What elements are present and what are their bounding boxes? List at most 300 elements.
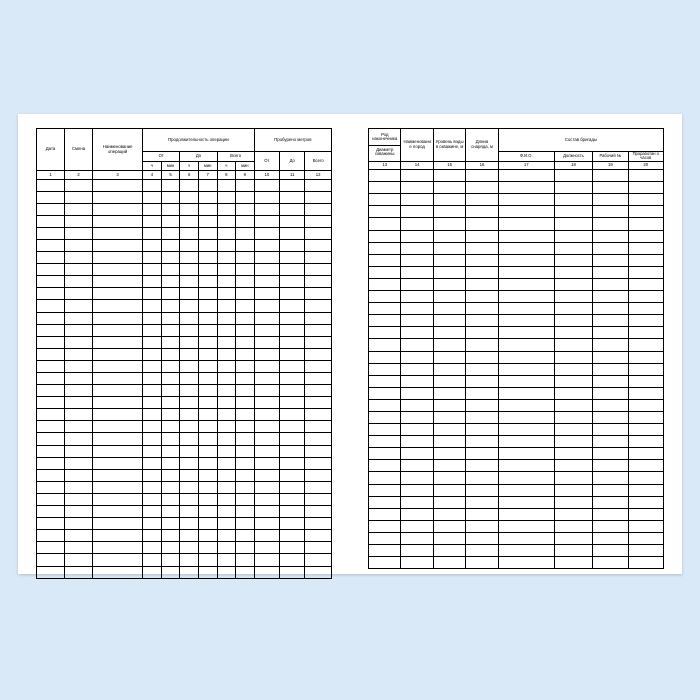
table-cell[interactable] — [433, 460, 465, 472]
table-cell[interactable] — [554, 266, 592, 278]
table-cell[interactable] — [369, 424, 401, 436]
table-cell[interactable] — [180, 239, 199, 251]
table-cell[interactable] — [37, 239, 65, 251]
table-cell[interactable] — [433, 496, 465, 508]
table-cell[interactable] — [466, 399, 498, 411]
table-cell[interactable] — [254, 227, 279, 239]
table-row[interactable] — [369, 182, 664, 194]
table-cell[interactable] — [498, 411, 554, 423]
table-cell[interactable] — [217, 288, 236, 300]
table-cell[interactable] — [217, 264, 236, 276]
table-cell[interactable] — [628, 194, 663, 206]
table-cell[interactable] — [236, 445, 255, 457]
table-cell[interactable] — [65, 179, 93, 191]
table-row[interactable] — [37, 215, 332, 227]
table-row[interactable] — [37, 373, 332, 385]
table-cell[interactable] — [217, 542, 236, 554]
table-cell[interactable] — [498, 472, 554, 484]
table-cell[interactable] — [305, 300, 332, 312]
table-cell[interactable] — [554, 472, 592, 484]
table-cell[interactable] — [369, 436, 401, 448]
table-cell[interactable] — [217, 385, 236, 397]
table-cell[interactable] — [498, 278, 554, 290]
table-cell[interactable] — [628, 387, 663, 399]
table-cell[interactable] — [554, 182, 592, 194]
table-cell[interactable] — [143, 409, 162, 421]
table-cell[interactable] — [401, 508, 433, 520]
table-cell[interactable] — [161, 530, 180, 542]
table-cell[interactable] — [217, 373, 236, 385]
table-row[interactable] — [369, 291, 664, 303]
table-cell[interactable] — [401, 520, 433, 532]
table-cell[interactable] — [143, 566, 162, 578]
table-cell[interactable] — [369, 520, 401, 532]
table-cell[interactable] — [161, 324, 180, 336]
table-cell[interactable] — [628, 291, 663, 303]
table-cell[interactable] — [65, 300, 93, 312]
table-cell[interactable] — [254, 493, 279, 505]
table-row[interactable] — [369, 266, 664, 278]
table-cell[interactable] — [180, 457, 199, 469]
table-cell[interactable] — [254, 566, 279, 578]
table-cell[interactable] — [254, 264, 279, 276]
table-cell[interactable] — [593, 291, 628, 303]
table-cell[interactable] — [280, 252, 305, 264]
table-cell[interactable] — [37, 191, 65, 203]
table-cell[interactable] — [554, 339, 592, 351]
table-cell[interactable] — [466, 351, 498, 363]
table-row[interactable] — [37, 566, 332, 578]
table-cell[interactable] — [433, 399, 465, 411]
table-row[interactable] — [369, 375, 664, 387]
table-cell[interactable] — [93, 445, 143, 457]
table-cell[interactable] — [180, 433, 199, 445]
table-cell[interactable] — [217, 239, 236, 251]
table-cell[interactable] — [161, 506, 180, 518]
table-row[interactable] — [369, 448, 664, 460]
table-cell[interactable] — [305, 191, 332, 203]
table-row[interactable] — [369, 411, 664, 423]
table-cell[interactable] — [401, 230, 433, 242]
table-cell[interactable] — [65, 421, 93, 433]
table-cell[interactable] — [161, 215, 180, 227]
table-cell[interactable] — [280, 397, 305, 409]
table-cell[interactable] — [466, 291, 498, 303]
table-cell[interactable] — [254, 300, 279, 312]
table-cell[interactable] — [433, 327, 465, 339]
table-cell[interactable] — [305, 252, 332, 264]
table-cell[interactable] — [401, 545, 433, 557]
table-cell[interactable] — [554, 399, 592, 411]
table-cell[interactable] — [198, 457, 217, 469]
table-cell[interactable] — [236, 288, 255, 300]
table-cell[interactable] — [466, 327, 498, 339]
table-cell[interactable] — [305, 493, 332, 505]
table-cell[interactable] — [143, 481, 162, 493]
table-cell[interactable] — [143, 506, 162, 518]
table-cell[interactable] — [593, 170, 628, 182]
table-row[interactable] — [37, 530, 332, 542]
table-cell[interactable] — [180, 227, 199, 239]
table-cell[interactable] — [143, 191, 162, 203]
table-cell[interactable] — [254, 276, 279, 288]
table-cell[interactable] — [161, 179, 180, 191]
table-cell[interactable] — [305, 542, 332, 554]
table-row[interactable] — [369, 170, 664, 182]
table-cell[interactable] — [37, 252, 65, 264]
table-cell[interactable] — [217, 554, 236, 566]
table-cell[interactable] — [628, 472, 663, 484]
table-cell[interactable] — [433, 315, 465, 327]
table-cell[interactable] — [593, 436, 628, 448]
table-cell[interactable] — [217, 469, 236, 481]
table-cell[interactable] — [554, 387, 592, 399]
table-cell[interactable] — [217, 300, 236, 312]
table-cell[interactable] — [305, 469, 332, 481]
table-cell[interactable] — [161, 191, 180, 203]
table-cell[interactable] — [498, 545, 554, 557]
table-cell[interactable] — [498, 315, 554, 327]
table-cell[interactable] — [143, 276, 162, 288]
table-row[interactable] — [369, 532, 664, 544]
table-cell[interactable] — [180, 191, 199, 203]
table-cell[interactable] — [236, 421, 255, 433]
table-cell[interactable] — [280, 433, 305, 445]
table-cell[interactable] — [305, 336, 332, 348]
table-cell[interactable] — [37, 264, 65, 276]
table-cell[interactable] — [236, 312, 255, 324]
table-row[interactable] — [369, 351, 664, 363]
table-cell[interactable] — [401, 315, 433, 327]
table-cell[interactable] — [37, 457, 65, 469]
table-cell[interactable] — [37, 276, 65, 288]
table-cell[interactable] — [401, 206, 433, 218]
table-cell[interactable] — [254, 554, 279, 566]
table-cell[interactable] — [401, 242, 433, 254]
table-cell[interactable] — [498, 436, 554, 448]
table-cell[interactable] — [65, 445, 93, 457]
table-row[interactable] — [37, 288, 332, 300]
table-cell[interactable] — [180, 566, 199, 578]
table-cell[interactable] — [369, 230, 401, 242]
table-cell[interactable] — [180, 542, 199, 554]
table-cell[interactable] — [433, 170, 465, 182]
table-cell[interactable] — [280, 421, 305, 433]
table-cell[interactable] — [466, 460, 498, 472]
table-cell[interactable] — [369, 315, 401, 327]
table-cell[interactable] — [593, 278, 628, 290]
table-row[interactable] — [369, 520, 664, 532]
table-cell[interactable] — [593, 520, 628, 532]
table-cell[interactable] — [498, 230, 554, 242]
table-cell[interactable] — [143, 469, 162, 481]
table-cell[interactable] — [93, 385, 143, 397]
table-cell[interactable] — [93, 518, 143, 530]
table-cell[interactable] — [466, 532, 498, 544]
table-cell[interactable] — [236, 264, 255, 276]
table-row[interactable] — [37, 421, 332, 433]
table-cell[interactable] — [369, 327, 401, 339]
table-cell[interactable] — [466, 472, 498, 484]
table-cell[interactable] — [143, 336, 162, 348]
table-cell[interactable] — [143, 530, 162, 542]
table-cell[interactable] — [498, 242, 554, 254]
table-cell[interactable] — [143, 493, 162, 505]
table-row[interactable] — [369, 460, 664, 472]
table-cell[interactable] — [93, 348, 143, 360]
table-cell[interactable] — [37, 324, 65, 336]
table-cell[interactable] — [305, 397, 332, 409]
table-cell[interactable] — [554, 411, 592, 423]
table-cell[interactable] — [65, 409, 93, 421]
table-cell[interactable] — [280, 203, 305, 215]
table-cell[interactable] — [498, 484, 554, 496]
table-cell[interactable] — [280, 215, 305, 227]
table-cell[interactable] — [498, 291, 554, 303]
table-cell[interactable] — [628, 315, 663, 327]
table-cell[interactable] — [305, 457, 332, 469]
table-cell[interactable] — [305, 348, 332, 360]
table-cell[interactable] — [433, 266, 465, 278]
table-cell[interactable] — [593, 460, 628, 472]
table-cell[interactable] — [180, 312, 199, 324]
table-cell[interactable] — [628, 363, 663, 375]
table-cell[interactable] — [198, 324, 217, 336]
table-cell[interactable] — [498, 557, 554, 569]
table-cell[interactable] — [65, 506, 93, 518]
table-row[interactable] — [37, 324, 332, 336]
table-cell[interactable] — [236, 336, 255, 348]
table-cell[interactable] — [143, 445, 162, 457]
table-cell[interactable] — [593, 387, 628, 399]
table-cell[interactable] — [37, 312, 65, 324]
table-cell[interactable] — [593, 363, 628, 375]
table-cell[interactable] — [254, 469, 279, 481]
table-cell[interactable] — [305, 554, 332, 566]
table-cell[interactable] — [433, 194, 465, 206]
table-cell[interactable] — [433, 242, 465, 254]
table-row[interactable] — [369, 484, 664, 496]
table-cell[interactable] — [198, 518, 217, 530]
table-cell[interactable] — [433, 484, 465, 496]
table-cell[interactable] — [369, 278, 401, 290]
table-cell[interactable] — [93, 457, 143, 469]
table-row[interactable] — [37, 300, 332, 312]
table-cell[interactable] — [254, 179, 279, 191]
table-cell[interactable] — [37, 445, 65, 457]
table-cell[interactable] — [593, 496, 628, 508]
table-cell[interactable] — [143, 518, 162, 530]
table-cell[interactable] — [401, 424, 433, 436]
table-cell[interactable] — [280, 506, 305, 518]
table-cell[interactable] — [236, 215, 255, 227]
table-row[interactable] — [37, 336, 332, 348]
table-cell[interactable] — [254, 518, 279, 530]
table-cell[interactable] — [254, 348, 279, 360]
table-cell[interactable] — [280, 409, 305, 421]
table-cell[interactable] — [161, 566, 180, 578]
table-cell[interactable] — [65, 239, 93, 251]
table-cell[interactable] — [65, 276, 93, 288]
table-cell[interactable] — [37, 530, 65, 542]
table-cell[interactable] — [217, 493, 236, 505]
table-cell[interactable] — [180, 421, 199, 433]
table-cell[interactable] — [498, 448, 554, 460]
table-cell[interactable] — [217, 518, 236, 530]
table-cell[interactable] — [466, 484, 498, 496]
table-cell[interactable] — [280, 554, 305, 566]
table-cell[interactable] — [180, 276, 199, 288]
table-cell[interactable] — [198, 227, 217, 239]
table-cell[interactable] — [554, 460, 592, 472]
table-cell[interactable] — [37, 215, 65, 227]
table-cell[interactable] — [180, 409, 199, 421]
table-cell[interactable] — [554, 436, 592, 448]
table-cell[interactable] — [198, 469, 217, 481]
table-cell[interactable] — [628, 303, 663, 315]
table-cell[interactable] — [198, 288, 217, 300]
table-cell[interactable] — [143, 397, 162, 409]
table-cell[interactable] — [305, 518, 332, 530]
table-cell[interactable] — [593, 399, 628, 411]
table-cell[interactable] — [180, 385, 199, 397]
table-cell[interactable] — [593, 424, 628, 436]
table-cell[interactable] — [198, 554, 217, 566]
table-cell[interactable] — [37, 373, 65, 385]
table-cell[interactable] — [401, 472, 433, 484]
table-cell[interactable] — [254, 288, 279, 300]
table-cell[interactable] — [433, 182, 465, 194]
table-cell[interactable] — [628, 532, 663, 544]
table-cell[interactable] — [593, 303, 628, 315]
table-cell[interactable] — [498, 194, 554, 206]
table-cell[interactable] — [554, 170, 592, 182]
table-cell[interactable] — [369, 387, 401, 399]
table-cell[interactable] — [466, 242, 498, 254]
table-cell[interactable] — [254, 385, 279, 397]
table-cell[interactable] — [236, 469, 255, 481]
table-row[interactable] — [37, 191, 332, 203]
table-cell[interactable] — [628, 254, 663, 266]
table-cell[interactable] — [198, 336, 217, 348]
table-cell[interactable] — [628, 266, 663, 278]
table-cell[interactable] — [593, 327, 628, 339]
table-cell[interactable] — [65, 336, 93, 348]
table-cell[interactable] — [628, 375, 663, 387]
table-cell[interactable] — [401, 411, 433, 423]
table-cell[interactable] — [37, 493, 65, 505]
table-cell[interactable] — [280, 191, 305, 203]
table-cell[interactable] — [143, 348, 162, 360]
table-cell[interactable] — [628, 520, 663, 532]
table-cell[interactable] — [628, 545, 663, 557]
table-cell[interactable] — [305, 385, 332, 397]
table-cell[interactable] — [466, 375, 498, 387]
table-cell[interactable] — [180, 493, 199, 505]
table-cell[interactable] — [433, 436, 465, 448]
table-cell[interactable] — [180, 215, 199, 227]
table-cell[interactable] — [554, 520, 592, 532]
table-cell[interactable] — [198, 203, 217, 215]
table-cell[interactable] — [180, 360, 199, 372]
table-cell[interactable] — [554, 351, 592, 363]
table-cell[interactable] — [280, 445, 305, 457]
table-cell[interactable] — [198, 542, 217, 554]
table-cell[interactable] — [65, 252, 93, 264]
table-cell[interactable] — [305, 264, 332, 276]
table-cell[interactable] — [161, 481, 180, 493]
table-cell[interactable] — [93, 179, 143, 191]
table-cell[interactable] — [593, 351, 628, 363]
table-cell[interactable] — [93, 360, 143, 372]
table-cell[interactable] — [280, 566, 305, 578]
table-row[interactable] — [37, 239, 332, 251]
table-cell[interactable] — [198, 493, 217, 505]
table-cell[interactable] — [466, 218, 498, 230]
table-cell[interactable] — [161, 227, 180, 239]
table-row[interactable] — [37, 348, 332, 360]
table-cell[interactable] — [236, 385, 255, 397]
table-cell[interactable] — [498, 424, 554, 436]
table-cell[interactable] — [93, 227, 143, 239]
table-cell[interactable] — [554, 375, 592, 387]
table-cell[interactable] — [498, 266, 554, 278]
table-cell[interactable] — [217, 252, 236, 264]
table-cell[interactable] — [217, 227, 236, 239]
table-cell[interactable] — [236, 566, 255, 578]
table-cell[interactable] — [628, 508, 663, 520]
table-cell[interactable] — [554, 508, 592, 520]
table-cell[interactable] — [401, 496, 433, 508]
table-cell[interactable] — [161, 518, 180, 530]
table-cell[interactable] — [37, 385, 65, 397]
table-cell[interactable] — [65, 324, 93, 336]
table-cell[interactable] — [217, 215, 236, 227]
table-cell[interactable] — [37, 227, 65, 239]
table-cell[interactable] — [37, 179, 65, 191]
table-cell[interactable] — [65, 542, 93, 554]
table-cell[interactable] — [554, 254, 592, 266]
table-cell[interactable] — [305, 373, 332, 385]
table-row[interactable] — [37, 493, 332, 505]
table-cell[interactable] — [143, 203, 162, 215]
table-row[interactable] — [37, 433, 332, 445]
table-cell[interactable] — [254, 397, 279, 409]
table-cell[interactable] — [143, 288, 162, 300]
table-cell[interactable] — [236, 554, 255, 566]
table-cell[interactable] — [161, 336, 180, 348]
table-cell[interactable] — [254, 324, 279, 336]
table-cell[interactable] — [37, 433, 65, 445]
table-cell[interactable] — [628, 242, 663, 254]
table-cell[interactable] — [254, 409, 279, 421]
table-cell[interactable] — [93, 566, 143, 578]
table-cell[interactable] — [401, 182, 433, 194]
table-cell[interactable] — [65, 203, 93, 215]
table-cell[interactable] — [37, 409, 65, 421]
table-cell[interactable] — [217, 360, 236, 372]
table-cell[interactable] — [143, 227, 162, 239]
table-cell[interactable] — [236, 239, 255, 251]
table-cell[interactable] — [554, 230, 592, 242]
table-cell[interactable] — [466, 278, 498, 290]
table-cell[interactable] — [628, 230, 663, 242]
table-cell[interactable] — [180, 554, 199, 566]
table-cell[interactable] — [401, 303, 433, 315]
table-row[interactable] — [369, 545, 664, 557]
table-cell[interactable] — [254, 203, 279, 215]
table-cell[interactable] — [93, 288, 143, 300]
